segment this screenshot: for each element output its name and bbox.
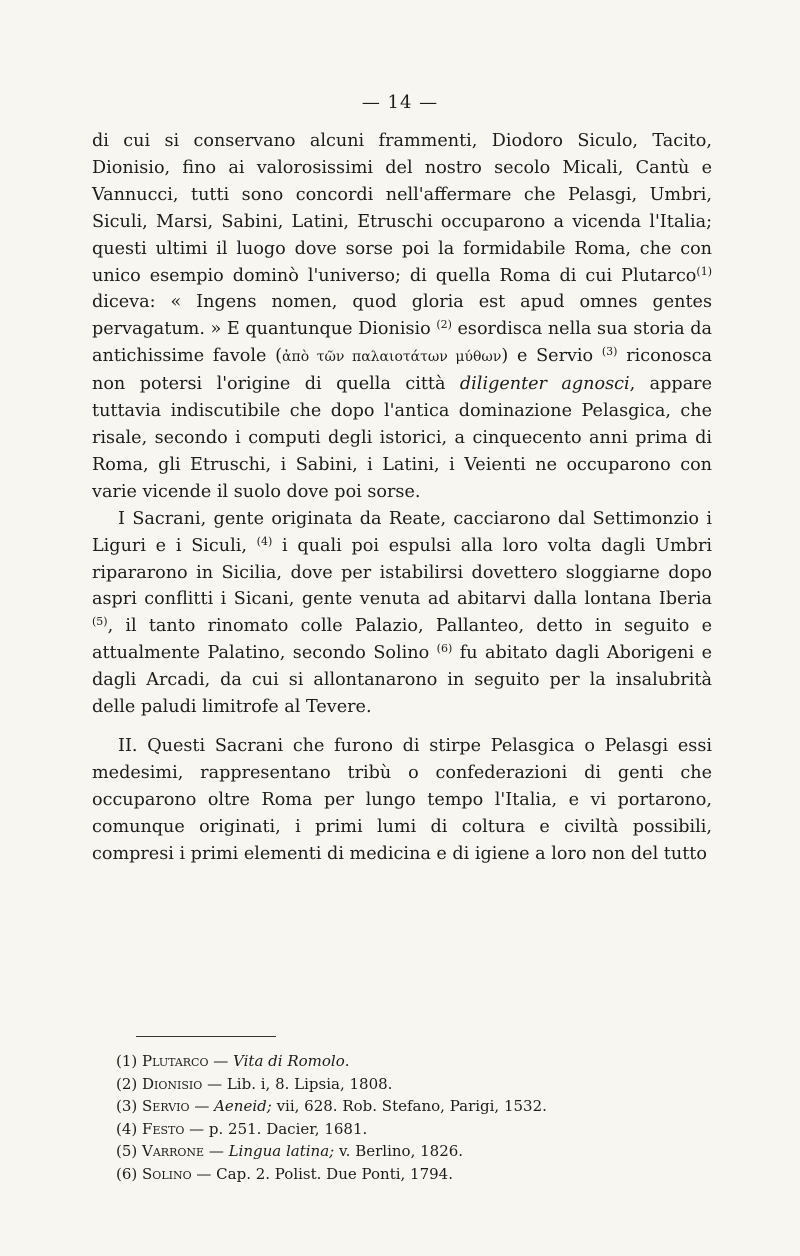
greek-quote: ἀπὸ τῶν παλαιοτάτων μύθων	[282, 349, 502, 366]
footnote-4: (4) Festo — p. 251. Dacier, 1681.	[116, 1119, 368, 1138]
footnotes	[116, 1050, 716, 1185]
body-text	[92, 128, 712, 867]
footnote-ref-2: (2)	[436, 318, 452, 332]
paragraph-2: I Sacrani, gente originata da Reate, cacciarono dal Settimonzio i Liguri e i Siculi, $^{(4)}$ i quali poi espulsi alla loro volta dagli Umbri ripararono in Sicilia, dove per istabilirsi dovettero sloggiarne dopo aspri conflitti i Sicani, gente venuta ad abitarvi dalla lontana Iberia $^{(5)}$, il tanto rinomato colle Palazio, Pallanteo, detto in seguito e attualmente Palatino, secondo Solino $^{(6)}$ fu abitato dagli Aborigeni e dagli Arcadi, da cui si allontanarono in seguito per la insalubrità delle paludi limitrofe al Tevere.	[92, 508, 712, 718]
footnote-6: (6) Solino — Cap. 2. Polist. Due Ponti, 1794.	[116, 1164, 453, 1183]
footnote-1: (1) Plutarco — Vita di Romolo.	[116, 1052, 350, 1070]
footnote-2: (2) Dionisio — Lib. i, 8. Lipsia, 1808.	[116, 1074, 393, 1093]
latin-phrase: diligenter agnosci	[459, 374, 630, 395]
footnote-3: (3) Servio — Aeneid; vii, 628. Rob. Stefano, Parigi, 1532.	[116, 1097, 547, 1115]
footnote-ref-3: (3)	[601, 345, 618, 359]
footnote-ref-1: (1)	[696, 264, 712, 278]
paragraph-3: II. Questi Sacrani che furono di stirpe Pelasgica o Pelasgi essi medesimi, rappresentano tribù o confederazioni di genti che occuparono oltre Roma per lungo tempo l'Italia, e vi portarono, comunque originati, i primi lumi di coltura e civiltà possibili, compresi i primi elementi di medicina e di igiene a loro non del tutto	[92, 735, 712, 864]
footnote-5: (5) Varrone — Lingua latina; v. Berlino, 1826.	[116, 1142, 464, 1160]
footnote-divider	[136, 1036, 276, 1037]
footnote-ref-6: (6)	[436, 642, 453, 656]
footnote-ref-4: (4)	[256, 534, 273, 548]
page-number: — 14 —	[361, 92, 439, 113]
paragraph-1: di cui si conservano alcuni frammenti, Diodoro Siculo, Tacito, Dionisio, fino ai valorosissimi del nostro secolo Micali, Cantù e Vannucci, tutti sono concordi nell'affermare che Pelasgi, Umbri, Siculi, Marsi, Sabini, Latini, Etruschi occuparono a vicenda l'Italia; questi ultimi il luogo dove sorse poi la formidabile Roma, che con unico esempio dominò l'universo; di quella Roma di cui Plutarco$^{(1)}$ diceva: « Ingens nomen, quod gloria est apud omnes gentes pervagatum. » E quantunque Dionisio $^{(2)}$ esordisca nella sua storia da antichissime favole (ἀπὸ τῶν παλαιοτάτων μύθων) e Servio $^{(3)}$ riconosca non potersi l'origine di quella città diligenter agnosci, appare tuttavia indiscutibile che dopo l'antica dominazione Pelasgica, che risale, secondo i computi degli istorici, a cinquecento anni prima di Roma, gli Etruschi, i Sabini, i Latini, i Veienti ne occuparono con varie vicende il suolo dove poi sorse.	[92, 131, 713, 502]
footnote-ref-5: (5)	[92, 615, 108, 629]
